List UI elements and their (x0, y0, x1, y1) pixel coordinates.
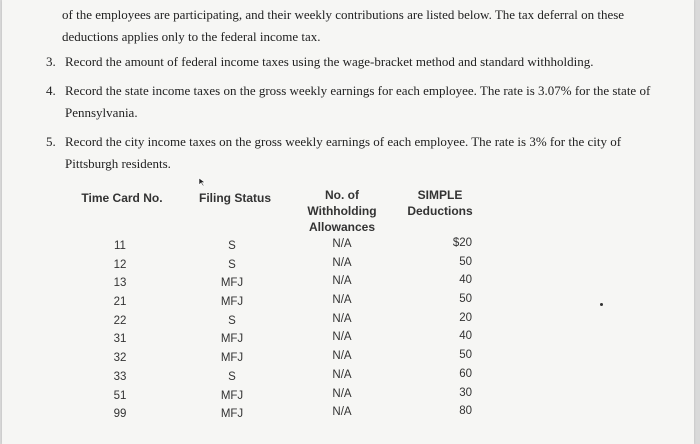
header-time-card: Time Card No. (81, 191, 163, 205)
table-cell: 40 (459, 274, 472, 287)
table-cell: N/A (332, 350, 352, 363)
table-cell: S (228, 370, 236, 383)
header-withholding-allowances: No. of Withholding Allowances (307, 188, 377, 234)
table-cell: 99 (113, 408, 127, 421)
table-cell: 20 (459, 311, 472, 324)
table-cell: 32 (113, 352, 127, 365)
table-cell: 60 (459, 367, 472, 380)
column-filing-status (202, 237, 262, 424)
table-cell: S (228, 314, 236, 327)
table-cell: N/A (332, 294, 352, 307)
table-cell: 33 (113, 370, 127, 383)
table-cell: 22 (113, 314, 127, 327)
table-cell: MFJ (220, 277, 244, 290)
table-cell: 50 (459, 255, 472, 268)
instruction-number: 5. (46, 134, 56, 149)
column-withholding-allowances (312, 235, 372, 422)
table-cell: N/A (332, 256, 352, 269)
table-cell: 31 (113, 333, 127, 346)
table-cell: N/A (332, 312, 352, 325)
table-cell: MFJ (220, 352, 244, 365)
table-cell: 51 (113, 389, 127, 402)
table-cell: 80 (459, 405, 472, 418)
table-cell: N/A (332, 406, 352, 419)
mouse-cursor-icon (197, 177, 207, 187)
table-cell: S (228, 258, 236, 271)
instruction-number: 4. (46, 83, 56, 98)
table-cell: N/A (332, 238, 352, 250)
table-cell: $20 (452, 237, 472, 249)
instruction-text: Record the state income taxes on the gross weekly earnings for each employee. The rate is 3.07% for the state of Pennsylvania. (65, 83, 651, 120)
header-filing-status: Filing Status (199, 191, 271, 205)
table-cell: N/A (332, 275, 352, 288)
table-cell: 40 (459, 330, 472, 343)
table-cell: MFJ (220, 408, 244, 421)
table-cell: MFJ (220, 296, 244, 309)
table-cell: 12 (113, 258, 127, 271)
table-cell: 30 (459, 386, 472, 399)
column-simple-deductions (412, 234, 472, 421)
document-page (2, 0, 694, 444)
stray-dot (600, 303, 603, 306)
table-cell: S (228, 240, 236, 252)
instruction-text: Record the city income taxes on the gross weekly earnings of each employee. The rate is 3% for the city of Pittsburgh residents. (65, 134, 622, 171)
intro-paragraph: of the employees are participating, and their weekly contributions are listed below. The tax deferral on these deductions applies only to the federal income tax. (62, 7, 625, 44)
table-cell: 11 (114, 240, 126, 252)
table-cell: MFJ (220, 333, 244, 346)
instruction-text: Record the amount of federal income taxes using the wage-bracket method and standard withholding. (65, 54, 594, 69)
table-cell: 13 (113, 277, 127, 290)
header-simple-deductions: SIMPLE Deductions (407, 188, 473, 218)
table-cell: N/A (332, 387, 352, 400)
table-cell: 50 (459, 293, 472, 306)
table-cell: 21 (113, 296, 127, 309)
instruction-number: 3. (46, 54, 56, 69)
table-cell: MFJ (220, 389, 244, 402)
table-cell: 50 (459, 349, 472, 362)
column-time-card (90, 237, 150, 424)
table-cell: N/A (332, 331, 352, 344)
table-cell: N/A (332, 368, 352, 381)
